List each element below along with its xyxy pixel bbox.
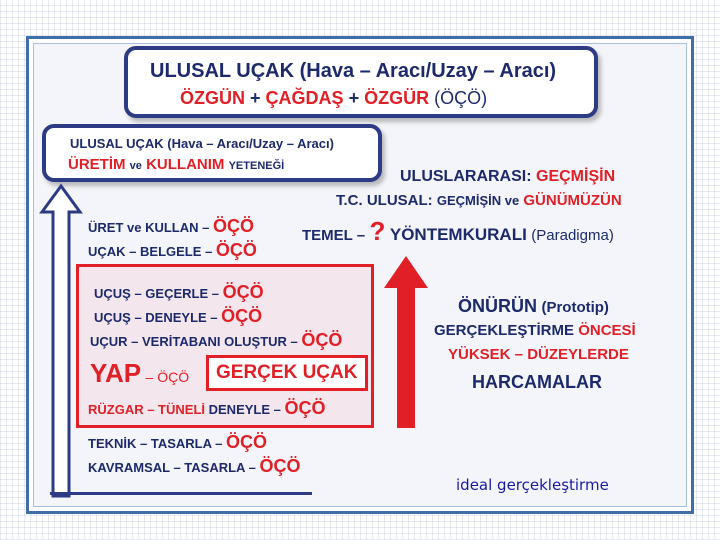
ucak-belgele-line (88, 240, 257, 261)
oco-label: ÖÇÖ (259, 456, 301, 476)
question-mark: ? (369, 216, 386, 246)
uluslararasi-text: ULUSLARARASI: (400, 168, 532, 185)
bottom-connector-line (50, 492, 312, 495)
gercek-ucak-text: GERÇEK UÇAK (216, 362, 358, 383)
tc-ulusal-text: T.C. ULUSAL: (336, 192, 433, 209)
top-line2 (180, 88, 487, 109)
ucur-veritabani-text: UÇUR – VERİTABANI OLUŞTUR – (90, 334, 298, 349)
ucus-gecerle-text: UÇUŞ – GEÇERLE – (94, 286, 219, 301)
plus-1: + (250, 88, 261, 108)
left-box-line2 (68, 156, 284, 173)
onurun-text: ÖNÜRÜN (458, 296, 537, 316)
ucus-gecerle-line (94, 282, 264, 303)
yuksek-duzeylerde-text: YÜKSEK – DÜZEYLERDE (448, 346, 629, 363)
left-box-title: ULUSAL UÇAK (70, 136, 164, 151)
left-capability-box (42, 124, 382, 182)
kullanim-text: KULLANIM (146, 156, 225, 173)
ucus-deneyle-text: UÇUŞ – DENEYLE – (94, 310, 218, 325)
left-box-paren: (Hava – Aracı/Uzay – Aracı) (167, 136, 334, 151)
oco-label: ÖÇÖ (215, 240, 257, 260)
ucus-deneyle-line (94, 306, 262, 327)
ozgur-text: ÖZGÜR (364, 88, 430, 108)
plus-2: + (348, 88, 360, 108)
oco-label: ÖÇÖ (284, 398, 326, 418)
uluslararasi-line (400, 168, 615, 186)
temel-text: TEMEL – (302, 227, 366, 244)
oncesi-text: ÖNCESİ (578, 322, 636, 339)
oco-label: ÖÇÖ (225, 432, 267, 452)
yontemkurali-text: YÖNTEMKURALI (389, 225, 527, 244)
harcamalar-text: HARCAMALAR (472, 372, 602, 392)
uretim-text: ÜRETİM (68, 156, 126, 173)
yap-line (90, 358, 189, 389)
gecmisin-text: GEÇMİŞİN (536, 168, 616, 185)
gunumuzun-text: GÜNÜMÜZÜN (523, 192, 622, 209)
oco-paren: (ÖÇÖ) (434, 88, 488, 108)
teknik-tasarla-text: TEKNİK – TASARLA – (88, 436, 223, 451)
uret-kullan-text: ÜRET ve KULLAN – (88, 220, 210, 235)
yap-text: YAP (90, 358, 142, 388)
oco-label: ÖÇÖ (212, 216, 254, 236)
top-line1 (150, 60, 556, 83)
gerceklestirme-text: GERÇEKLEŞTİRME (434, 322, 575, 339)
temel-line (302, 216, 614, 247)
tc-ulusal-line (336, 192, 622, 209)
uret-kullan-line (88, 216, 254, 237)
top-title-box (124, 46, 598, 118)
ve-text: ve (129, 160, 142, 172)
oco-label: ÖÇÖ (221, 306, 263, 326)
oco-label: ÖÇÖ (222, 282, 264, 302)
ozgun-text: ÖZGÜN (180, 88, 245, 108)
prototip-text: (Prototip) (541, 299, 609, 316)
ruzgar-tuneli-text: RÜZGAR – TÜNELİ (88, 402, 205, 417)
gecmisin-ve-text: GEÇMİŞİN ve (436, 193, 520, 208)
footer-caption: ideal gerçekleştirme (456, 476, 609, 494)
top-title-text: ULUSAL UÇAK (150, 60, 295, 82)
onurun-line (458, 296, 609, 317)
top-title-paren: (Hava – Aracı/Uzay – Aracı) (299, 60, 557, 82)
cagdas-text: ÇAĞDAŞ (265, 88, 344, 108)
paradigma-text: (Paradigma) (531, 227, 614, 244)
ucak-belgele-text: UÇAK – BELGELE – (88, 244, 213, 259)
ruzgar-tuneli-line (88, 398, 326, 419)
yap-oco-text: – ÖÇÖ (145, 369, 190, 385)
kavramsal-tasarla-text: KAVRAMSAL – TASARLA – (88, 460, 256, 475)
ucur-veritabani-line (90, 330, 342, 351)
teknik-tasarla-line (88, 432, 267, 453)
left-box-line1 (70, 136, 334, 151)
kavramsal-tasarla-line (88, 456, 300, 477)
red-up-arrow (382, 254, 430, 430)
gerceklestirme-line (434, 322, 636, 339)
yetenegi-text: YETENEĞİ (228, 160, 285, 172)
deneyle-text: DENEYLE – (208, 402, 281, 417)
oco-label: ÖÇÖ (301, 330, 343, 350)
